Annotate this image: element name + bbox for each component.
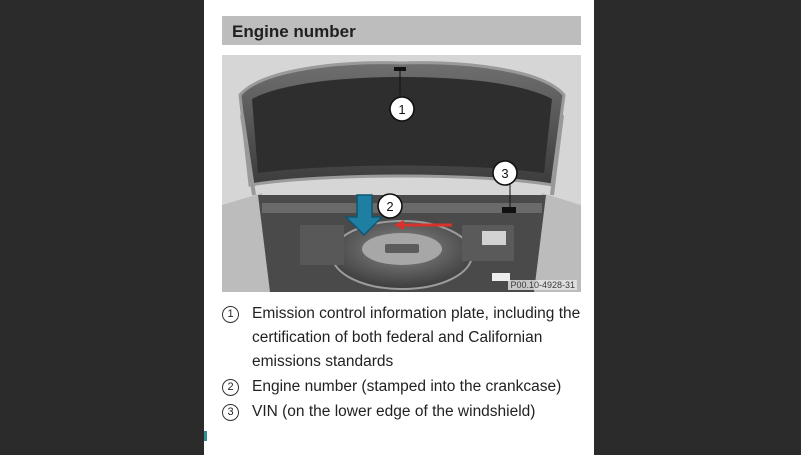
engine-bay-illustration bbox=[222, 55, 581, 292]
legend-num-1: 1 bbox=[222, 306, 239, 323]
manual-page bbox=[204, 0, 594, 455]
legend-list bbox=[222, 302, 584, 425]
legend-item-3 bbox=[222, 400, 584, 424]
legend-text-2: Engine number (stamped into the crankcase) bbox=[252, 378, 562, 395]
legend-item-1 bbox=[222, 302, 584, 374]
legend-num-3: 3 bbox=[222, 404, 239, 421]
callout-2: 2 bbox=[386, 199, 394, 214]
section-title: Engine number bbox=[222, 16, 581, 45]
legend-text-1: Emission control information plate, including the certification of both federal and Californian emissions standards bbox=[252, 305, 581, 370]
engine-bay-figure bbox=[222, 55, 581, 292]
callout-1: 1 bbox=[398, 102, 406, 117]
figure-code: P00.10-4928-31 bbox=[510, 280, 575, 290]
legend-item-2 bbox=[222, 375, 584, 399]
margin-mark bbox=[204, 431, 207, 441]
legend-num-2: 2 bbox=[222, 379, 239, 396]
callout-3: 3 bbox=[501, 166, 509, 181]
legend-text-3: VIN (on the lower edge of the windshield) bbox=[252, 403, 536, 420]
